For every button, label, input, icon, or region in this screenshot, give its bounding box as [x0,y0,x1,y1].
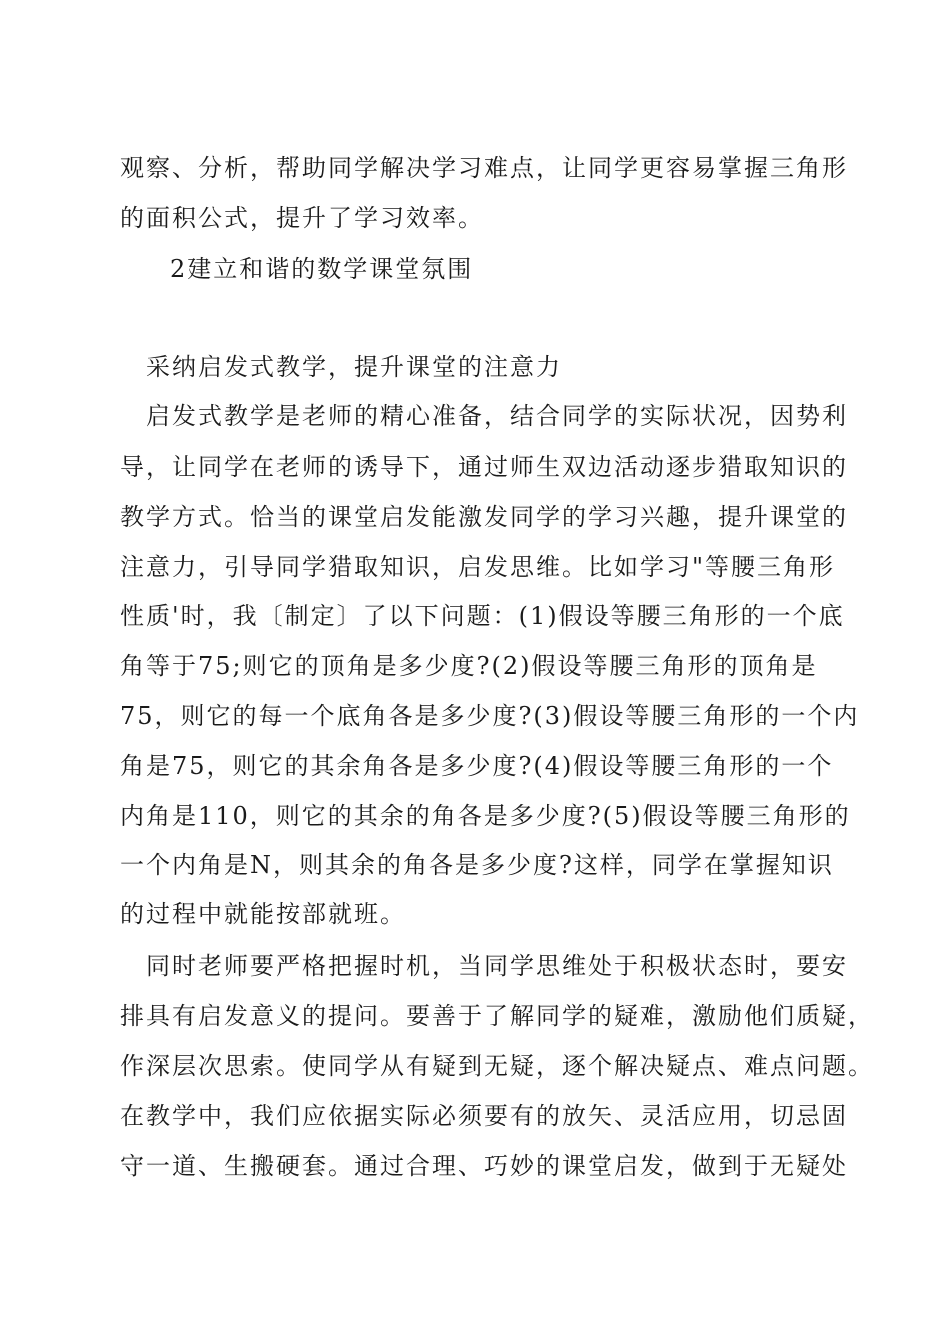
text-line: 75，则它的每一个底角各是多少度?(3)假设等腰三角形的一个内 [120,702,860,730]
text-line: 导，让同学在老师的诱导下，通过师生双边活动逐步猎取知识的 [120,453,848,481]
text-line: 守一道、生搬硬套。通过合理、巧妙的课堂启发，做到于无疑处 [120,1152,848,1180]
text-line: 性质'时，我〔制定〕了以下问题：(1)假设等腰三角形的一个底 [120,602,845,630]
text-line: 排具有启发意义的提问。要善于了解同学的疑难，激励他们质疑， [120,1002,874,1030]
text-line: 的面积公式，提升了学习效率。 [120,204,484,232]
text-line: 角等于75;则它的顶角是多少度?(2)假设等腰三角形的顶角是 [120,652,818,680]
text-line: 一个内角是N，则其余的角各是多少度?这样，同学在掌握知识 [120,851,834,879]
text-line: 启发式教学是老师的精心准备，结合同学的实际状况，因势利 [146,402,848,430]
text-line: 在教学中，我们应依据实际必须要有的放矢、灵活应用，切忌固 [120,1102,848,1130]
text-line: 内角是110，则它的其余的角各是多少度?(5)假设等腰三角形的 [120,802,851,830]
text-line: 角是75，则它的其余角各是多少度?(4)假设等腰三角形的一个 [120,752,834,780]
section-heading: 2建立和谐的数学课堂氛围 [170,255,474,283]
text-line: 观察、分析，帮助同学解决学习难点，让同学更容易掌握三角形 [120,154,848,182]
text-line: 作深层次思索。使同学从有疑到无疑，逐个解决疑点、难点问题。 [120,1052,874,1080]
text-line: 教学方式。恰当的课堂启发能激发同学的学习兴趣，提升课堂的 [120,503,848,531]
text-line: 注意力，引导同学猎取知识，启发思维。比如学习"等腰三角形 [120,553,836,581]
text-line: 的过程中就能按部就班。 [120,900,406,928]
subsection-heading: 采纳启发式教学，提升课堂的注意力 [146,353,562,381]
text-line: 同时老师要严格把握时机，当同学思维处于积极状态时，要安 [146,952,848,980]
